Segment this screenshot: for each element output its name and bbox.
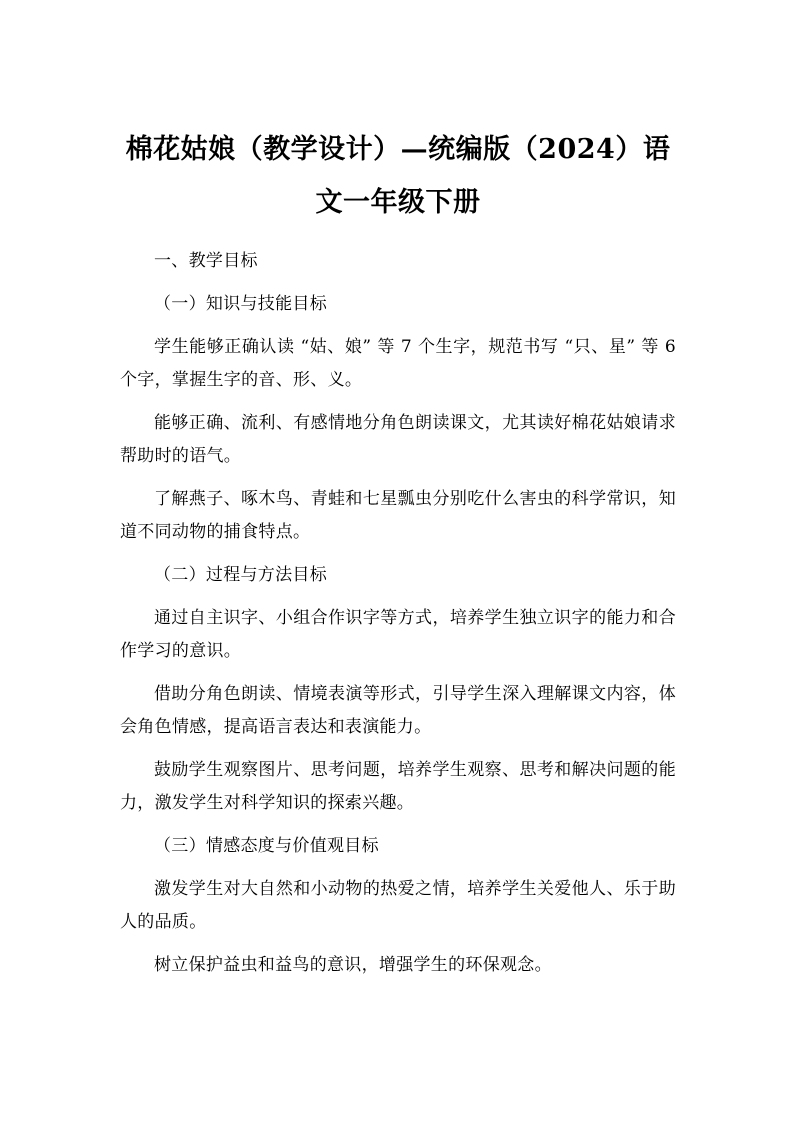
paragraph: 通过自主识字、小组合作识字等方式，培养学生独立识字的能力和合作学习的意识。 — [120, 608, 676, 661]
paragraph: 树立保护益虫和益鸟的意识，增强学生的环保观念。 — [154, 955, 552, 975]
paragraph: 激发学生对大自然和小动物的热爱之情，培养学生关爱他人、乐于助人的品质。 — [120, 879, 676, 932]
subsection-heading-process-methods: （二）过程与方法目标 — [154, 565, 327, 585]
paragraph: 鼓励学生观察图片、思考问题，培养学生观察、思考和解决问题的能力，激发学生对科学知识的探索兴趣。 — [120, 760, 676, 813]
paragraph: 学生能够正确认读 “姑、娘” 等 7 个生字，规范书写 “只、星” 等 6 个字，掌握生字的音、形、义。 — [120, 337, 676, 390]
section-heading-teaching-goals: 一、教学目标 — [154, 251, 258, 271]
paragraph: 了解燕子、啄木鸟、青蛙和七星瓢虫分别吃什么害虫的科学常识，知道不同动物的捕食特点。 — [120, 489, 676, 542]
subsection-heading-emotions-values: （三）情感态度与价值观目标 — [154, 836, 379, 856]
subsection-heading-knowledge-skills: （一）知识与技能目标 — [154, 294, 327, 314]
paragraph: 借助分角色朗读、情境表演等形式，引导学生深入理解课文内容，体会角色情感，提高语言表达和表演能力。 — [120, 684, 676, 737]
document-title: 棉花姑娘（教学设计）—统编版（2024）语文一年级下册 — [125, 134, 671, 218]
paragraph: 能够正确、流利、有感情地分角色朗读课文，尤其读好棉花姑娘请求帮助时的语气。 — [120, 413, 676, 466]
document-body — [120, 245, 676, 992]
